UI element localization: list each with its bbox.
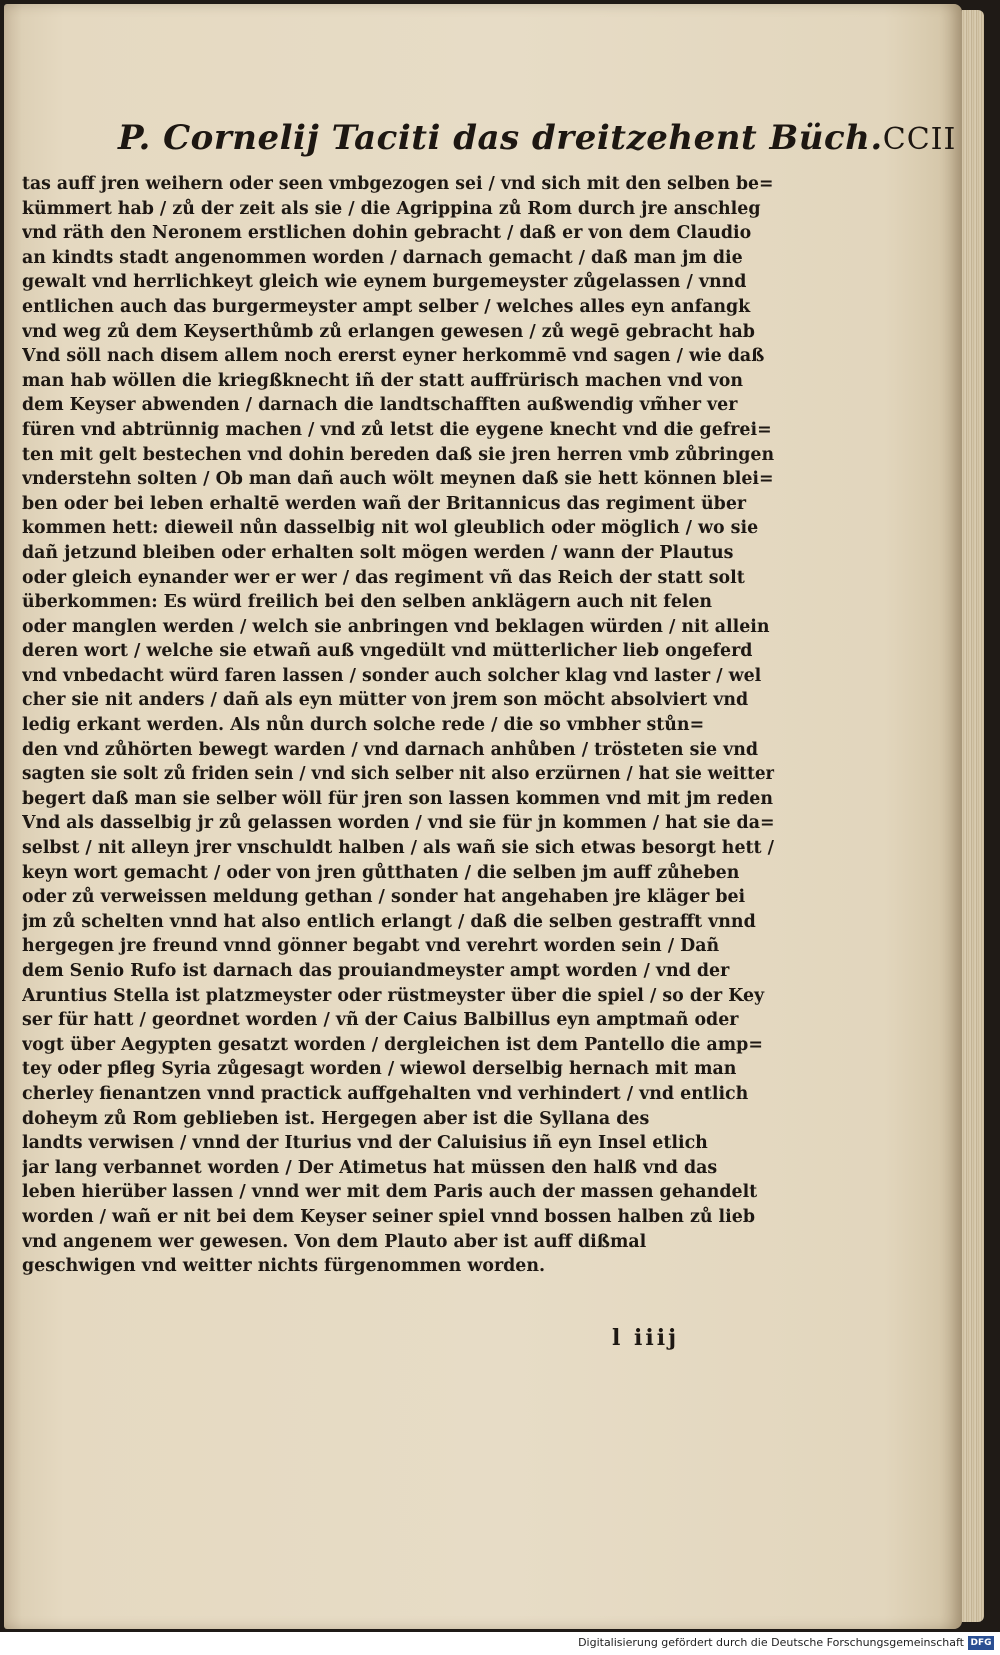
text-line: Vnd als dasselbig jr zů gelassen worden / vnd sie für jn kommen / hat sie da= <box>22 813 775 834</box>
running-title: P. Cornelij Taciti das dreitzehent Büch. <box>118 118 883 158</box>
text-line: man hab wöllen die kriegßknecht iñ der statt auffrürisch machen vnd von <box>22 370 744 391</box>
text-line: ben oder bei leben erhaltē werden wañ der Britannicus das regiment über <box>22 493 747 514</box>
text-line: keyn wort gemacht / oder von jren gůtthaten / die selben jm auff zůheben <box>22 862 740 883</box>
text-line: gewalt vnd herrlichkeyt gleich wie eynem burgemeyster zůgelassen / vnnd <box>22 272 747 293</box>
text-line: dañ jetzund bleiben oder erhalten solt mögen werden / wann der Plautus <box>22 542 734 563</box>
text-line: füren vnd abtrünnig machen / vnd zů letst die eygene knecht vnd die gefrei= <box>22 419 772 440</box>
text-line: cherley fienantzen vnnd practick auffgehalten vnd verhindert / vnd entlich <box>22 1083 749 1104</box>
text-line: ten mit gelt bestechen vnd dohin bereden daß sie jren herren vmb zůbringen <box>22 444 775 465</box>
text-line: selbst / nit alleyn jrer vnschuldt halben / als wañ sie sich etwas besorgt hett / <box>22 838 774 859</box>
folio-number: CCII <box>882 122 957 157</box>
text-line: doheym zů Rom geblieben ist. Hergegen aber ist die Syllana des <box>22 1108 650 1129</box>
text-line: Vnd söll nach disem allem noch ererst eyner herkommē vnd sagen / wie daß <box>22 346 765 367</box>
body-text <box>22 172 774 1279</box>
text-line: leben hierüber lassen / vnnd wer mit dem Paris auch der massen gehandelt <box>22 1182 758 1203</box>
text-line: ledig erkant werden. Als nůn durch solche rede / die so vmbher stůn= <box>22 715 705 736</box>
text-line: vnd vnbedacht würd faren lassen / sonder auch solcher klag vnd laster / wel <box>22 665 762 686</box>
text-line: vogt über Aegypten gesatzt worden / dergleichen ist dem Pantello die amp= <box>22 1034 763 1055</box>
text-line: oder zů verweissen meldung gethan / sonder hat angehaben jre kläger bei <box>22 887 746 908</box>
footer-bar <box>0 1632 1000 1655</box>
text-line: ser für hatt / geordnet worden / vñ der Caius Balbillus eyn amptmañ oder <box>22 1010 739 1031</box>
text-line: Aruntius Stella ist platzmeyster oder rüstmeyster über die spiel / so der Key <box>22 985 765 1006</box>
text-line: oder gleich eynander wer er wer / das regiment vñ das Reich der statt solt <box>22 567 745 588</box>
text-line: vnd räth den Neronem erstlichen dohin gebracht / daß er von dem Claudio <box>22 223 752 244</box>
running-header <box>118 118 957 178</box>
text-line: begert daß man sie selber wöll für jren son lassen kommen vnd mit jm reden <box>22 788 773 809</box>
text-line: geschwigen vnd weitter nichts fürgenommen worden. <box>22 1256 546 1277</box>
dfg-logo: DFG <box>968 1636 994 1650</box>
text-line: vnderstehn solten / Ob man dañ auch wölt meynen daß sie hett können blei= <box>22 469 774 490</box>
text-line: kommen hett: dieweil nůn dasselbig nit wol gleublich oder möglich / wo sie <box>22 518 759 539</box>
text-line: an kindts stadt angenommen worden / darnach gemacht / daß man jm die <box>22 247 743 268</box>
text-line: tey oder pfleg Syria zůgesagt worden / wiewol derselbig hernach mit man <box>22 1059 737 1080</box>
text-line: tas auff jren weihern oder seen vmbgezogen sei / vnd sich mit den selben be= <box>22 174 774 194</box>
book-page-edges <box>962 10 984 1622</box>
text-line: dem Keyser abwenden / darnach die landtschafften außwendig vm̃her ver <box>22 395 738 416</box>
signature-mark: l iiij <box>612 1325 680 1351</box>
text-line: deren wort / welche sie etwañ auß vngedült vnd mütterlicher lieb ongeferd <box>22 641 753 662</box>
text-line: jm zů schelten vnnd hat also entlich erlangt / daß die selben gestrafft vnnd <box>22 911 756 932</box>
text-line: cher sie nit anders / dañ als eyn mütter von jrem son möcht absolviert vnd <box>22 690 749 711</box>
text-line: jar lang verbannet worden / Der Atimetus hat müssen den halß vnd das <box>22 1157 718 1178</box>
text-line: sagten sie solt zů friden sein / vnd sich selber nit also erzürnen / hat sie weitter <box>22 764 775 785</box>
text-line: kümmert hab / zů der zeit als sie / die Agrippina zů Rom durch jre anschleg <box>22 198 761 219</box>
text-line: hergegen jre freund vnnd gönner begabt vnd verehrt worden sein / Dañ <box>22 936 720 957</box>
text-line: dem Senio Rufo ist darnach das prouiandmeyster ampt worden / vnd der <box>22 961 730 981</box>
text-line: landts verwisen / vnnd der Iturius vnd der Caluisius iñ eyn Insel etlich <box>22 1133 708 1154</box>
text-line: den vnd zůhörten bewegt warden / vnd darnach anhůben / trösteten sie vnd <box>22 739 759 760</box>
text-line: worden / wañ er nit bei dem Keyser seiner spiel vnnd bossen halben zů lieb <box>22 1206 755 1227</box>
text-line: oder manglen werden / welch sie anbringen vnd beklagen würden / nit allein <box>22 616 770 637</box>
text-line: überkommen: Es würd freilich bei den selben anklägern auch nit felen <box>22 592 713 613</box>
text-line: vnd weg zů dem Keyserthůmb zů erlangen gewesen / zů wegē gebracht hab <box>22 321 755 342</box>
text-line: entlichen auch das burgermeyster ampt selber / welches alles eyn anfangk <box>22 296 751 317</box>
text-line: vnd angenem wer gewesen. Von dem Plauto aber ist auff dißmal <box>22 1231 647 1252</box>
funding-credit: Digitalisierung gefördert durch die Deutsche Forschungsgemeinschaft <box>578 1636 964 1649</box>
